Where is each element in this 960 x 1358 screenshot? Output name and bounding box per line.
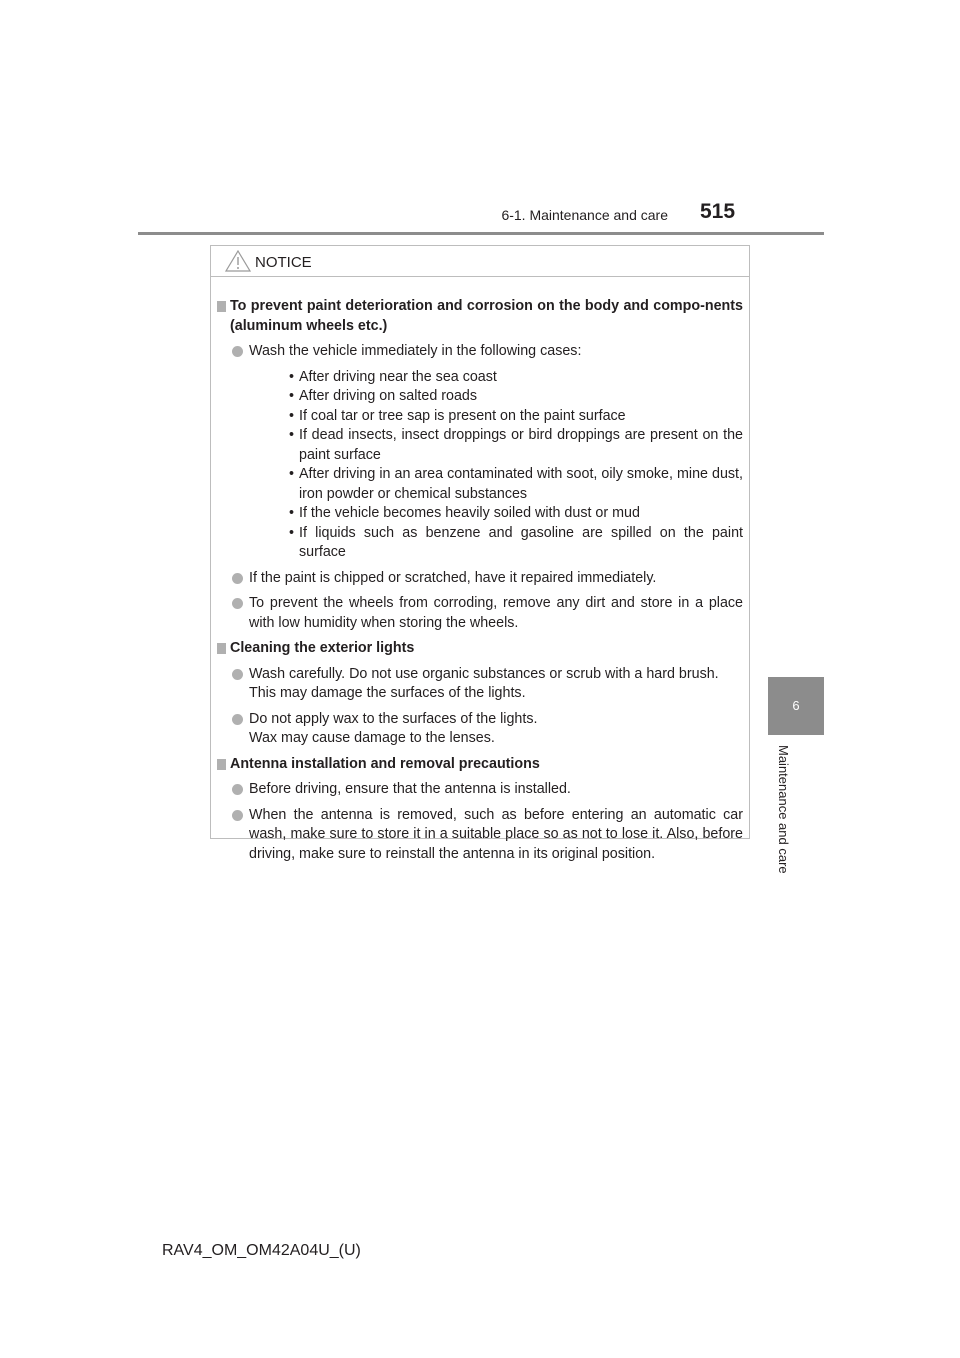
circle-bullet-icon bbox=[232, 669, 243, 680]
sub-list-item: • If liquids such as benzene and gasoline are spilled on the paint surface bbox=[289, 524, 743, 563]
list-item: Wash the vehicle immediately in the following cases: • After driving near the sea coast • After driving on salted roads • If coal tar or tree sap is present on the paint surface • If dead insects, insect droppings or bird droppings are present on the paint surface • After driving in an area contaminated with soot, oily smoke, mine dust, iron powder or chemical substances • If the vehicle becomes heavily soiled with dust or mud • If liquids such as benzene and gasoline are spilled on the paint surface bbox=[217, 342, 743, 563]
section-paint-protection bbox=[217, 297, 743, 633]
section-heading: To prevent paint deterioration and corrosion on the body and compo-nents (aluminum wheels etc.) bbox=[217, 297, 743, 336]
square-bullet-icon bbox=[217, 759, 226, 770]
circle-bullet-icon bbox=[232, 573, 243, 584]
sub-list-item: • After driving on salted roads bbox=[289, 387, 743, 407]
notice-title: NOTICE bbox=[255, 254, 312, 271]
sub-list bbox=[289, 368, 743, 563]
sub-list-item: • If coal tar or tree sap is present on the paint surface bbox=[289, 407, 743, 427]
list-item: Before driving, ensure that the antenna is installed. bbox=[217, 780, 743, 800]
square-bullet-icon bbox=[217, 301, 226, 312]
section-heading: Antenna installation and removal precautions bbox=[217, 755, 743, 775]
list-item: Wash carefully. Do not use organic substances or scrub with a hard brush. This may damage the surfaces of the lights. bbox=[217, 665, 743, 704]
notice-body bbox=[211, 277, 749, 864]
page-number: 515 bbox=[700, 200, 736, 223]
square-bullet-icon bbox=[217, 643, 226, 654]
circle-bullet-icon bbox=[232, 598, 243, 609]
circle-bullet-icon bbox=[232, 784, 243, 795]
chapter-tab: 6 bbox=[768, 677, 824, 735]
header-rule bbox=[138, 232, 824, 235]
list-item: Do not apply wax to the surfaces of the lights. Wax may cause damage to the lenses. bbox=[217, 710, 743, 749]
warning-triangle-icon bbox=[225, 250, 251, 272]
section-exterior-lights bbox=[217, 639, 743, 749]
list-item: To prevent the wheels from corroding, remove any dirt and store in a place with low humidity when storing the wheels. bbox=[217, 594, 743, 633]
notice-header bbox=[211, 246, 749, 277]
document-code: RAV4_OM_OM42A04U_(U) bbox=[162, 1242, 361, 1259]
sub-list-item: • After driving in an area contaminated with soot, oily smoke, mine dust, iron powder or chemical substances bbox=[289, 465, 743, 504]
header-section-title: 6-1. Maintenance and care bbox=[501, 207, 668, 223]
sub-list-item: • If dead insects, insect droppings or bird droppings are present on the paint surface bbox=[289, 426, 743, 465]
sub-list-item: • After driving near the sea coast bbox=[289, 368, 743, 388]
notice-box bbox=[210, 245, 750, 862]
section-antenna bbox=[217, 755, 743, 865]
list-item: If the paint is chipped or scratched, have it repaired immediately. bbox=[217, 569, 743, 589]
circle-bullet-icon bbox=[232, 810, 243, 821]
list-item: When the antenna is removed, such as before entering an automatic car wash, make sure to store it in a suitable place so as not to lose it. Also, before driving, make sure to reinstall the antenna in its original position. bbox=[217, 806, 743, 865]
circle-bullet-icon bbox=[232, 714, 243, 725]
section-heading: Cleaning the exterior lights bbox=[217, 639, 743, 659]
sub-list-item: • If the vehicle becomes heavily soiled with dust or mud bbox=[289, 504, 743, 524]
chapter-label: Maintenance and care bbox=[776, 745, 791, 874]
circle-bullet-icon bbox=[232, 346, 243, 357]
